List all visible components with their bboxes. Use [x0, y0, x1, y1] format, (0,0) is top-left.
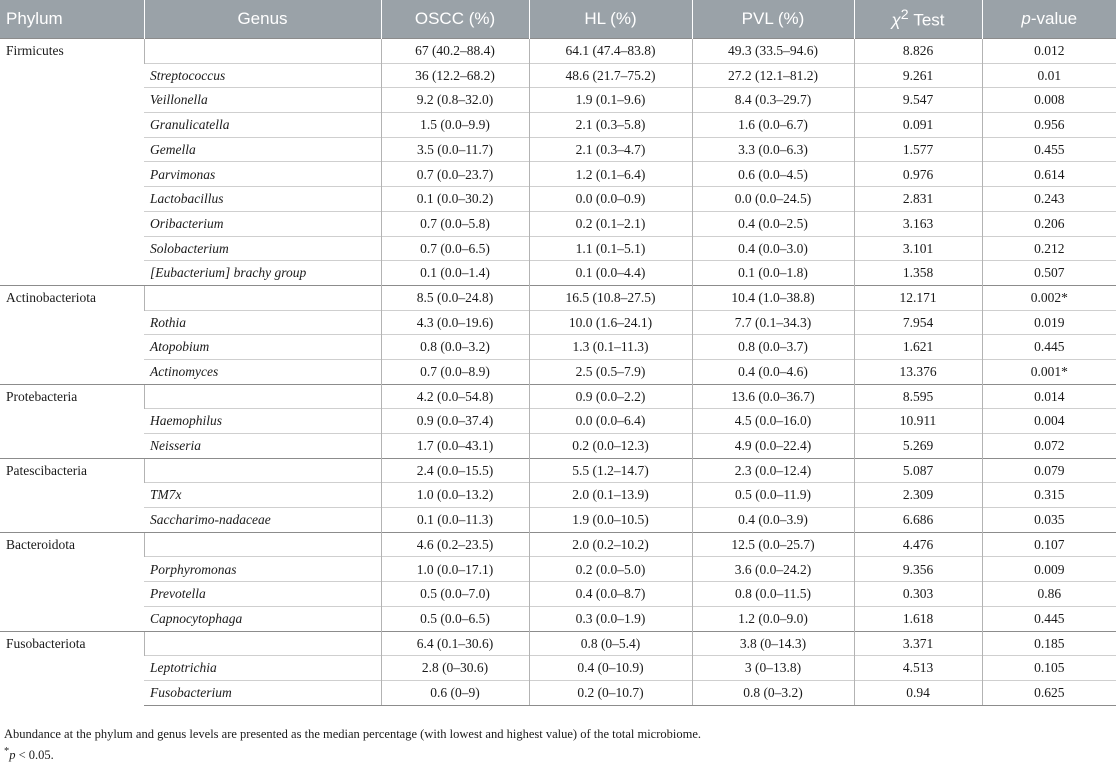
hl-cell: 0.0 (0.0–0.9) [529, 187, 692, 212]
genus-cell [144, 384, 381, 409]
table-row [0, 39, 1116, 64]
p-cell: 0.507 [982, 261, 1116, 286]
genus-cell: Solobacterium [144, 236, 381, 261]
p-cell: 0.614 [982, 162, 1116, 187]
chi-cell: 1.577 [854, 137, 982, 162]
hl-cell: 5.5 (1.2–14.7) [529, 458, 692, 483]
table-row [0, 261, 1116, 286]
pvl-cell: 8.4 (0.3–29.7) [692, 88, 854, 113]
oscc-cell: 0.9 (0.0–37.4) [381, 409, 529, 434]
pvl-cell: 12.5 (0.0–25.7) [692, 532, 854, 557]
p-cell: 0.002* [982, 285, 1116, 310]
oscc-cell: 0.5 (0.0–6.5) [381, 606, 529, 631]
p-cell: 0.008 [982, 88, 1116, 113]
oscc-cell: 4.2 (0.0–54.8) [381, 384, 529, 409]
genus-cell: Granulicatella [144, 113, 381, 138]
hl-cell: 0.2 (0–10.7) [529, 680, 692, 705]
pvl-cell: 0.4 (0.0–3.9) [692, 508, 854, 533]
table-row [0, 88, 1116, 113]
chi-cell: 0.94 [854, 680, 982, 705]
oscc-cell: 8.5 (0.0–24.8) [381, 285, 529, 310]
table-row [0, 483, 1116, 508]
header-oscc: OSCC (%) [381, 0, 529, 39]
hl-cell: 0.2 (0.0–12.3) [529, 434, 692, 459]
table-row [0, 582, 1116, 607]
hl-cell: 0.1 (0.0–4.4) [529, 261, 692, 286]
genus-cell: Leptotrichia [144, 656, 381, 681]
chi-cell: 12.171 [854, 285, 982, 310]
p-cell: 0.019 [982, 310, 1116, 335]
p-cell: 0.009 [982, 557, 1116, 582]
p-cell: 0.107 [982, 532, 1116, 557]
chi-cell: 9.356 [854, 557, 982, 582]
header-row [0, 0, 1116, 39]
chi-cell: 8.826 [854, 39, 982, 64]
pvl-cell: 7.7 (0.1–34.3) [692, 310, 854, 335]
p-cell: 0.445 [982, 606, 1116, 631]
table-row [0, 458, 1116, 483]
chi-cell: 9.261 [854, 63, 982, 88]
table-row [0, 508, 1116, 533]
genus-cell: Saccharimo-nadaceae [144, 508, 381, 533]
table-row [0, 113, 1116, 138]
footnote-significance [4, 743, 701, 764]
pvl-cell: 2.3 (0.0–12.4) [692, 458, 854, 483]
oscc-cell: 0.7 (0.0–23.7) [381, 162, 529, 187]
genus-cell: Haemophilus [144, 409, 381, 434]
header-p-value [982, 0, 1116, 39]
hl-cell: 16.5 (10.8–27.5) [529, 285, 692, 310]
table-row [0, 310, 1116, 335]
chi-cell: 13.376 [854, 359, 982, 384]
chi-cell: 4.476 [854, 532, 982, 557]
hl-cell: 10.0 (1.6–24.1) [529, 310, 692, 335]
oscc-cell: 1.0 (0.0–13.2) [381, 483, 529, 508]
genus-cell: Porphyromonas [144, 557, 381, 582]
genus-cell [144, 458, 381, 483]
genus-cell: Prevotella [144, 582, 381, 607]
oscc-cell: 0.5 (0.0–7.0) [381, 582, 529, 607]
p-cell: 0.185 [982, 631, 1116, 656]
phylum-cell: Protebacteria [0, 384, 144, 458]
hl-cell: 0.8 (0–5.4) [529, 631, 692, 656]
pvl-cell: 0.4 (0.0–4.6) [692, 359, 854, 384]
pvl-cell: 0.8 (0.0–11.5) [692, 582, 854, 607]
p-cell: 0.956 [982, 113, 1116, 138]
genus-cell: Actinomyces [144, 359, 381, 384]
hl-cell: 64.1 (47.4–83.8) [529, 39, 692, 64]
pvl-cell: 1.2 (0.0–9.0) [692, 606, 854, 631]
hl-cell: 0.4 (0.0–8.7) [529, 582, 692, 607]
pvl-cell: 0.8 (0.0–3.7) [692, 335, 854, 360]
hl-cell: 0.0 (0.0–6.4) [529, 409, 692, 434]
table-row [0, 409, 1116, 434]
chi-cell: 3.101 [854, 236, 982, 261]
hl-cell: 48.6 (21.7–75.2) [529, 63, 692, 88]
genus-cell [144, 631, 381, 656]
phylum-cell: Bacteroidota [0, 532, 144, 631]
p-label: -value [1030, 9, 1078, 28]
oscc-cell: 0.6 (0–9) [381, 680, 529, 705]
pvl-cell: 4.9 (0.0–22.4) [692, 434, 854, 459]
oscc-cell: 3.5 (0.0–11.7) [381, 137, 529, 162]
table-row [0, 656, 1116, 681]
genus-cell: Streptococcus [144, 63, 381, 88]
hl-cell: 2.1 (0.3–4.7) [529, 137, 692, 162]
p-cell: 0.072 [982, 434, 1116, 459]
chi-cell: 1.621 [854, 335, 982, 360]
hl-cell: 1.1 (0.1–5.1) [529, 236, 692, 261]
pvl-cell: 3 (0–13.8) [692, 656, 854, 681]
genus-cell: Oribacterium [144, 211, 381, 236]
oscc-cell: 0.7 (0.0–8.9) [381, 359, 529, 384]
p-cell: 0.012 [982, 39, 1116, 64]
table-row [0, 162, 1116, 187]
oscc-cell: 0.1 (0.0–1.4) [381, 261, 529, 286]
hl-cell: 1.9 (0.0–10.5) [529, 508, 692, 533]
p-cell: 0.315 [982, 483, 1116, 508]
p-cell: 0.445 [982, 335, 1116, 360]
pvl-cell: 0.1 (0.0–1.8) [692, 261, 854, 286]
table-row [0, 606, 1116, 631]
chi-cell: 2.309 [854, 483, 982, 508]
oscc-cell: 1.0 (0.0–17.1) [381, 557, 529, 582]
header-genus: Genus [144, 0, 381, 39]
oscc-cell: 1.5 (0.0–9.9) [381, 113, 529, 138]
footnote-p: p [9, 748, 16, 763]
pvl-cell: 4.5 (0.0–16.0) [692, 409, 854, 434]
genus-cell: Capnocytophaga [144, 606, 381, 631]
chi-cell: 7.954 [854, 310, 982, 335]
pvl-cell: 0.4 (0.0–3.0) [692, 236, 854, 261]
oscc-cell: 0.1 (0.0–30.2) [381, 187, 529, 212]
genus-cell: [Eubacterium] brachy group [144, 261, 381, 286]
pvl-cell: 0.0 (0.0–24.5) [692, 187, 854, 212]
hl-cell: 0.4 (0–10.9) [529, 656, 692, 681]
footnote-abundance: Abundance at the phylum and genus levels are presented as the median percentage (with lowest and highest value) of the total microbiome. [4, 727, 701, 741]
genus-cell: Gemella [144, 137, 381, 162]
hl-cell: 0.2 (0.0–5.0) [529, 557, 692, 582]
oscc-cell: 6.4 (0.1–30.6) [381, 631, 529, 656]
oscc-cell: 36 (12.2–68.2) [381, 63, 529, 88]
genus-cell: Rothia [144, 310, 381, 335]
p-cell: 0.206 [982, 211, 1116, 236]
genus-cell: Fusobacterium [144, 680, 381, 705]
hl-cell: 0.9 (0.0–2.2) [529, 384, 692, 409]
table-row [0, 63, 1116, 88]
chi-superscript: 2 [900, 7, 909, 24]
pvl-cell: 3.6 (0.0–24.2) [692, 557, 854, 582]
p-cell: 0.079 [982, 458, 1116, 483]
pvl-cell: 0.8 (0–3.2) [692, 680, 854, 705]
table-row [0, 335, 1116, 360]
table-row [0, 434, 1116, 459]
oscc-cell: 0.1 (0.0–11.3) [381, 508, 529, 533]
chi-symbol: χ [891, 10, 901, 30]
p-cell: 0.86 [982, 582, 1116, 607]
footnote-threshold: < 0.05. [15, 748, 54, 763]
genus-cell: Neisseria [144, 434, 381, 459]
chi-cell: 5.269 [854, 434, 982, 459]
genus-cell: TM7x [144, 483, 381, 508]
table-row [0, 631, 1116, 656]
chi-cell: 1.358 [854, 261, 982, 286]
oscc-cell: 0.7 (0.0–6.5) [381, 236, 529, 261]
hl-cell: 0.3 (0.0–1.9) [529, 606, 692, 631]
oscc-cell: 4.3 (0.0–19.6) [381, 310, 529, 335]
phylum-cell: Fusobacteriota [0, 631, 144, 705]
oscc-cell: 0.8 (0.0–3.2) [381, 335, 529, 360]
hl-cell: 2.5 (0.5–7.9) [529, 359, 692, 384]
oscc-cell: 0.7 (0.0–5.8) [381, 211, 529, 236]
table-row [0, 137, 1116, 162]
p-cell: 0.01 [982, 63, 1116, 88]
pvl-cell: 49.3 (33.5–94.6) [692, 39, 854, 64]
pvl-cell: 0.5 (0.0–11.9) [692, 483, 854, 508]
table-header [0, 0, 1116, 39]
genus-cell: Atopobium [144, 335, 381, 360]
phylum-cell: Actinobacteriota [0, 285, 144, 384]
oscc-cell: 1.7 (0.0–43.1) [381, 434, 529, 459]
table-row [0, 680, 1116, 705]
chi-cell: 5.087 [854, 458, 982, 483]
p-cell: 0.105 [982, 656, 1116, 681]
table-footnote [4, 725, 701, 764]
genus-cell [144, 532, 381, 557]
table-row [0, 384, 1116, 409]
chi-cell: 2.831 [854, 187, 982, 212]
pvl-cell: 10.4 (1.0–38.8) [692, 285, 854, 310]
pvl-cell: 3.8 (0–14.3) [692, 631, 854, 656]
p-symbol: p [1021, 9, 1031, 28]
p-cell: 0.212 [982, 236, 1116, 261]
chi-cell: 3.163 [854, 211, 982, 236]
p-cell: 0.035 [982, 508, 1116, 533]
oscc-cell: 2.8 (0–30.6) [381, 656, 529, 681]
chi-cell: 10.911 [854, 409, 982, 434]
chi-cell: 6.686 [854, 508, 982, 533]
chi-cell: 9.547 [854, 88, 982, 113]
table-row [0, 285, 1116, 310]
oscc-cell: 2.4 (0.0–15.5) [381, 458, 529, 483]
chi-cell: 8.595 [854, 384, 982, 409]
p-cell: 0.455 [982, 137, 1116, 162]
pvl-cell: 13.6 (0.0–36.7) [692, 384, 854, 409]
phylum-cell: Patescibacteria [0, 458, 144, 532]
genus-cell: Parvimonas [144, 162, 381, 187]
chi-cell: 0.303 [854, 582, 982, 607]
chi-cell: 4.513 [854, 656, 982, 681]
footnote-star: * [4, 746, 10, 757]
pvl-cell: 0.4 (0.0–2.5) [692, 211, 854, 236]
p-cell: 0.243 [982, 187, 1116, 212]
hl-cell: 2.0 (0.2–10.2) [529, 532, 692, 557]
table-row [0, 359, 1116, 384]
genus-cell [144, 285, 381, 310]
genus-cell [144, 39, 381, 64]
hl-cell: 2.0 (0.1–13.9) [529, 483, 692, 508]
hl-cell: 1.2 (0.1–6.4) [529, 162, 692, 187]
table-row [0, 211, 1116, 236]
header-pvl: PVL (%) [692, 0, 854, 39]
oscc-cell: 4.6 (0.2–23.5) [381, 532, 529, 557]
chi-cell: 3.371 [854, 631, 982, 656]
hl-cell: 0.2 (0.1–2.1) [529, 211, 692, 236]
p-cell: 0.001* [982, 359, 1116, 384]
chi-cell: 0.976 [854, 162, 982, 187]
oscc-cell: 67 (40.2–88.4) [381, 39, 529, 64]
hl-cell: 2.1 (0.3–5.8) [529, 113, 692, 138]
oscc-cell: 9.2 (0.8–32.0) [381, 88, 529, 113]
chi-cell: 1.618 [854, 606, 982, 631]
table-row [0, 236, 1116, 261]
genus-cell: Veillonella [144, 88, 381, 113]
p-cell: 0.004 [982, 409, 1116, 434]
p-cell: 0.014 [982, 384, 1116, 409]
phylum-cell: Firmicutes [0, 39, 144, 286]
table-body [0, 39, 1116, 706]
p-cell: 0.625 [982, 680, 1116, 705]
header-hl: HL (%) [529, 0, 692, 39]
header-chi-square-test [854, 0, 982, 39]
pvl-cell: 1.6 (0.0–6.7) [692, 113, 854, 138]
table-row [0, 187, 1116, 212]
genus-cell: Lactobacillus [144, 187, 381, 212]
table-row [0, 557, 1116, 582]
hl-cell: 1.9 (0.1–9.6) [529, 88, 692, 113]
chi-cell: 0.091 [854, 113, 982, 138]
pvl-cell: 3.3 (0.0–6.3) [692, 137, 854, 162]
chi-label: Test [908, 10, 945, 30]
pvl-cell: 0.6 (0.0–4.5) [692, 162, 854, 187]
table-row [0, 532, 1116, 557]
pvl-cell: 27.2 (12.1–81.2) [692, 63, 854, 88]
hl-cell: 1.3 (0.1–11.3) [529, 335, 692, 360]
header-phylum: Phylum [0, 0, 144, 39]
